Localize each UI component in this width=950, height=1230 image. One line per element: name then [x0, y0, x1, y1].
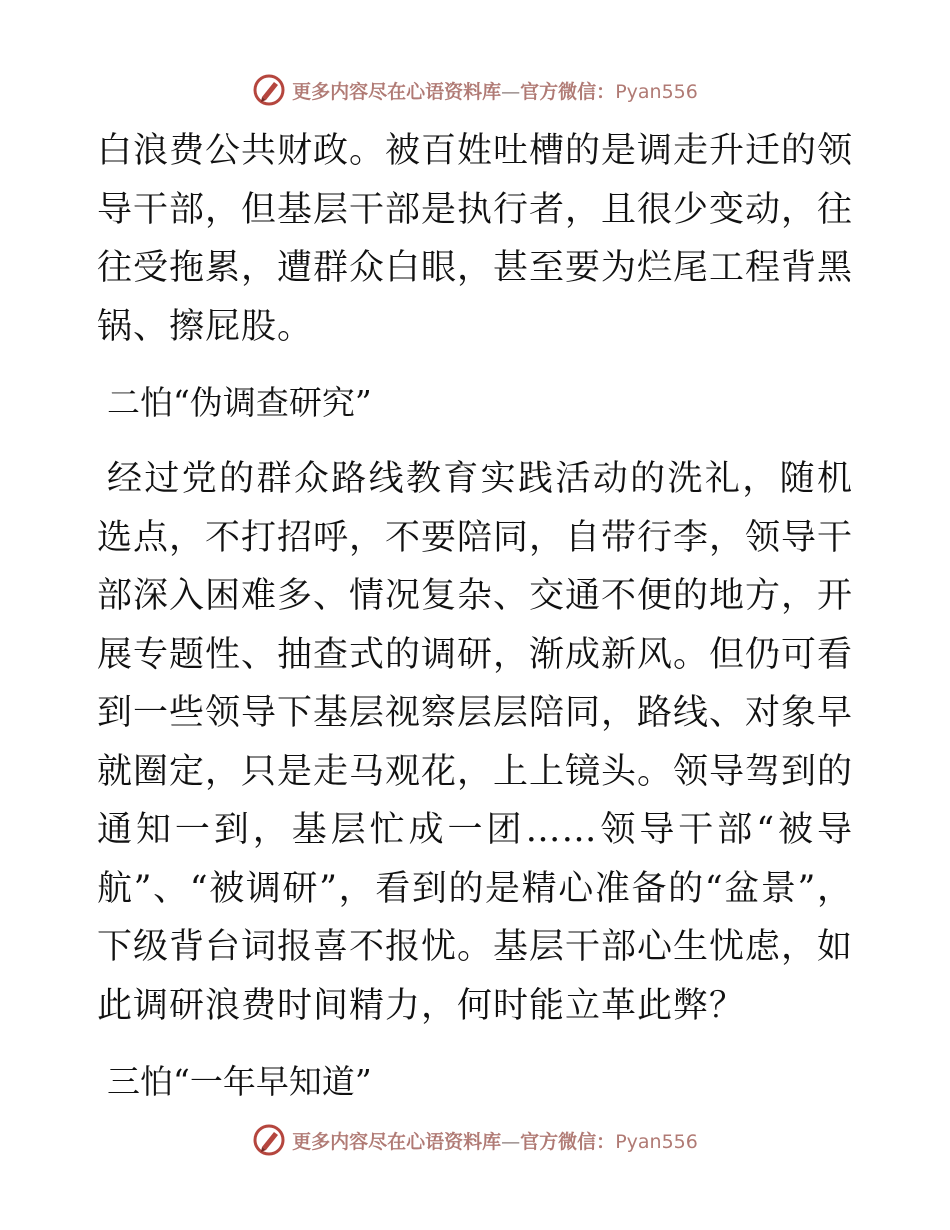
- watermark-label: 官方微信：: [520, 1130, 616, 1153]
- watermark-text: [292, 1127, 698, 1154]
- pen-logo-icon: [252, 73, 286, 107]
- watermark-wechat-id: Pyan556: [615, 80, 698, 103]
- header-watermark: [0, 70, 950, 110]
- footer-watermark: [0, 1120, 950, 1160]
- watermark-text: [292, 77, 698, 104]
- paragraph-1: 白浪费公共财政。被百姓吐槽的是调走升迁的领导干部，但基层干部是执行者，且很少变动，往往受拖累，遭群众白眼，甚至要为烂尾工程背黑锅、擦屁股。: [97, 131, 854, 347]
- watermark-brand: 更多内容尽在心语资料库: [292, 80, 502, 103]
- watermark-brand: 更多内容尽在心语资料库: [292, 1130, 502, 1153]
- paragraph-2: 经过党的群众路线教育实践活动的洗礼，随机选点，不打招呼，不要陪同，自带行李，领导干部深入困难多、情况复杂、交通不便的地方，开展专题性、抽查式的调研，渐成新风。但仍可看到一些领导下基层视察层层陪同，路线、对象早就圈定，只是走马观花，上上镜头。领导驾到的通知一到，基层忙成一团……领导干部“被导航”、“被调研”，看到的是精心准备的“盆景”，下级背台词报喜不报忧。基层干部心生忧虑，如此调研浪费时间精力，何时能立革此弊？: [97, 459, 854, 1026]
- watermark-separator: —: [501, 1130, 521, 1153]
- section-heading-2: 二怕“伪调查研究”: [107, 383, 372, 422]
- section-heading-3: 三怕“一年早知道”: [107, 1062, 372, 1101]
- document-body: [97, 122, 853, 1129]
- watermark-label: 官方微信：: [520, 80, 616, 103]
- watermark-wechat-id: Pyan556: [615, 1130, 698, 1153]
- pen-logo-icon: [252, 1123, 286, 1157]
- watermark-separator: —: [501, 80, 521, 103]
